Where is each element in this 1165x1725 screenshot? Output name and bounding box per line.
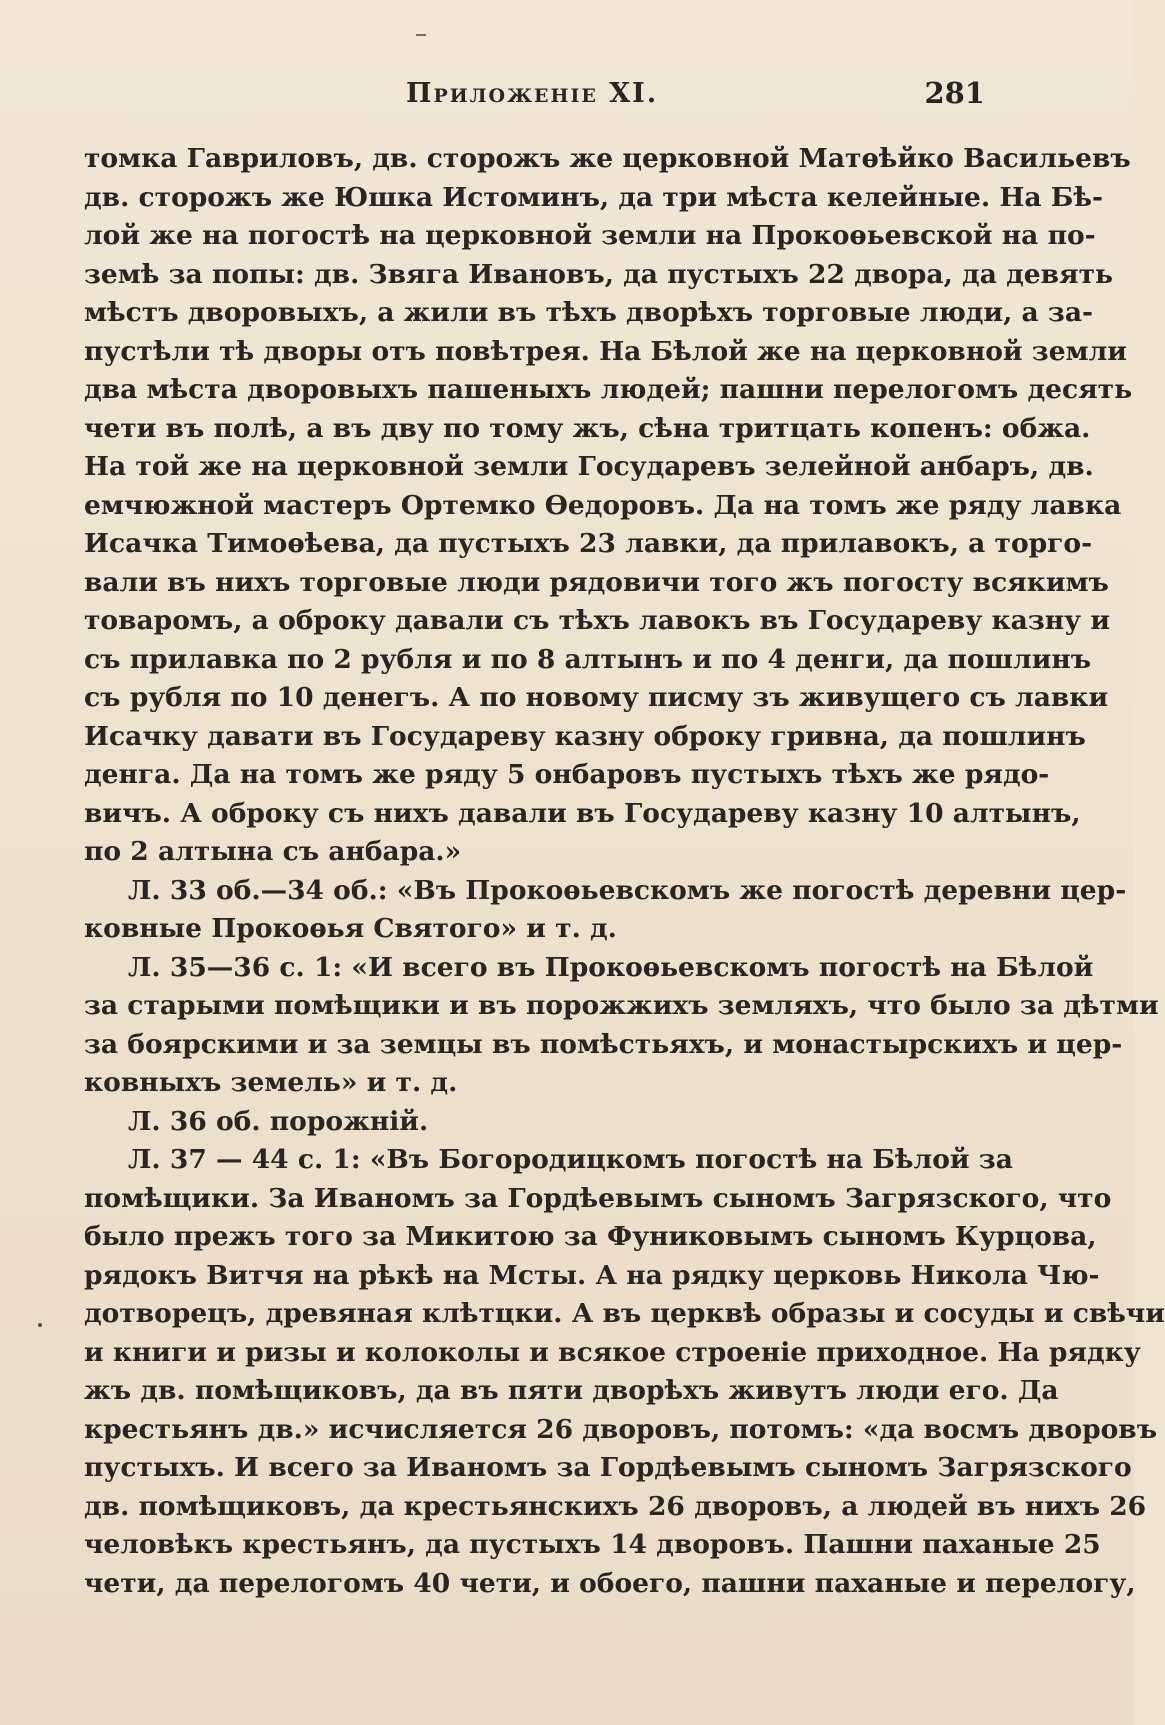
text-line: дотворецъ, древяная клѣтцки. А въ церквѣ образы и сосуды и свѣчи xyxy=(84,1298,1165,1329)
text-line: земѣ за попы: дв. Звяга Ивановъ, да пустыхъ 22 двора, да девять xyxy=(84,258,1114,290)
text-line: и книги и ризы и колоколы и всякое строеніе приходное. На рядку xyxy=(84,1336,1141,1368)
text-line: рядокъ Витчя на рѣкѣ на Мсты. А на рядку церковь Никола Чю- xyxy=(84,1259,1100,1291)
body-text xyxy=(84,140,1165,1603)
text-line: Л. 33 об.—34 об.: «Въ Прокоѳьевскомъ же погостѣ деревни цер- xyxy=(128,874,1127,906)
page-number: 281 xyxy=(924,76,985,110)
running-title: Приложеніе XI. xyxy=(406,78,659,109)
text-line: товаромъ, а оброку давали съ тѣхъ лавокъ въ Государеву казну и xyxy=(84,605,1110,636)
text-line: Л. 35—36 с. 1: «И всего въ Прокоѳьевскомъ погостѣ на Бѣлой xyxy=(128,951,1094,983)
text-line: вичъ. А оброку съ нихъ давали въ Государеву казну 10 алтынъ, xyxy=(84,797,1081,829)
text-line: съ рубля по 10 денегъ. А по новому писму зъ живущего съ лавки xyxy=(84,682,1109,713)
text-line: емчюжной мастеръ Ортемко Ѳедоровъ. Да на томъ же ряду лавка xyxy=(84,489,1122,521)
text-line: было прежъ того за Микитою за Фуниковымъ сыномъ Курцова, xyxy=(84,1221,1097,1252)
text-line: человѣкъ крестьянъ, да пустыхъ 14 дворовъ. Пашни паханые 25 xyxy=(84,1529,1101,1560)
text-line: вали въ нихъ торговые люди рядовичи того жъ погосту всякимъ xyxy=(84,566,1109,598)
text-line: съ прилавка по 2 рубля и по 8 алтынъ и по 4 денги, да пошлинъ xyxy=(84,643,1092,675)
text-line: жъ дв. помѣщиковъ, да въ пяти дворѣхъ живутъ люди его. Да xyxy=(84,1375,1059,1406)
text-line: пустѣли тѣ дворы отъ повѣтрея. На Бѣлой же на церковной земли xyxy=(84,335,1127,367)
text-line: помѣщики. За Иваномъ за Гордѣевымъ сыномъ Загрязского, что xyxy=(84,1182,1112,1214)
margin-mark xyxy=(38,1323,42,1327)
text-line: ковныхъ земель» и т. д. xyxy=(84,1067,458,1098)
text-line: мѣстъ дворовыхъ, а жили въ тѣхъ дворѣхъ торговые люди, а за- xyxy=(84,297,1093,328)
top-mark xyxy=(416,34,426,36)
text-line: Л. 37 — 44 с. 1: «Въ Богородицкомъ погостѣ на Бѣлой за xyxy=(128,1144,1013,1175)
text-line: денга. Да на томъ же ряду 5 онбаровъ пустыхъ тѣхъ же рядо- xyxy=(84,759,1050,790)
text-line: пустыхъ. И всего за Иваномъ за Гордѣевымъ сыномъ Загрязского xyxy=(84,1452,1132,1483)
text-line: дв. помѣщиковъ, да крестьянскихъ 26 дворовъ, а людей въ нихъ 26 xyxy=(84,1490,1147,1522)
text-line: Л. 36 об. порожній. xyxy=(128,1105,429,1137)
text-line: по 2 алтына съ анбара.» xyxy=(84,836,462,867)
text-line: Исачку давати въ Государеву казну оброку гривна, да пошлинъ xyxy=(84,720,1086,752)
text-line: дв. сторожъ же Юшка Истоминъ, да три мѣста келейные. На Бѣ- xyxy=(84,181,1104,213)
text-line: томка Гавриловъ, дв. сторожъ же церковной Матѳѣйко Васильевъ xyxy=(84,143,1131,174)
text-line: На той же на церковной земли Государевъ зелейной анбаръ, дв. xyxy=(84,451,1094,482)
text-line: за старыми помѣщики и въ порожжихъ земляхъ, что было за дѣтми xyxy=(84,990,1159,1021)
text-line: чети въ полѣ, а въ дву по тому жъ, сѣна тритцать копенъ: обжа. xyxy=(84,412,1091,444)
text-line: за боярскими и за земцы въ помѣстьяхъ, и монастырскихъ и цер- xyxy=(84,1028,1123,1060)
text-line: чети, да перелогомъ 40 чети, и обоего, пашни паханые и перелогу, xyxy=(84,1567,1136,1599)
text-line: ковные Прокоѳья Святого» и т. д. xyxy=(84,913,617,944)
text-line: два мѣста дворовыхъ пашеныхъ людей; пашни перелогомъ десять xyxy=(84,374,1133,405)
page-header xyxy=(85,78,985,122)
text-line: крестьянъ дв.» исчисляется 26 дворовъ, потомъ: «да восмъ дворовъ xyxy=(84,1413,1158,1445)
text-line: лой же на погостѣ на церковной земли на Прокоѳьевской на по- xyxy=(84,220,1096,251)
text-line: Исачка Тимоѳѣева, да пустыхъ 23 лавки, да прилавокъ, а торго- xyxy=(84,528,1093,559)
